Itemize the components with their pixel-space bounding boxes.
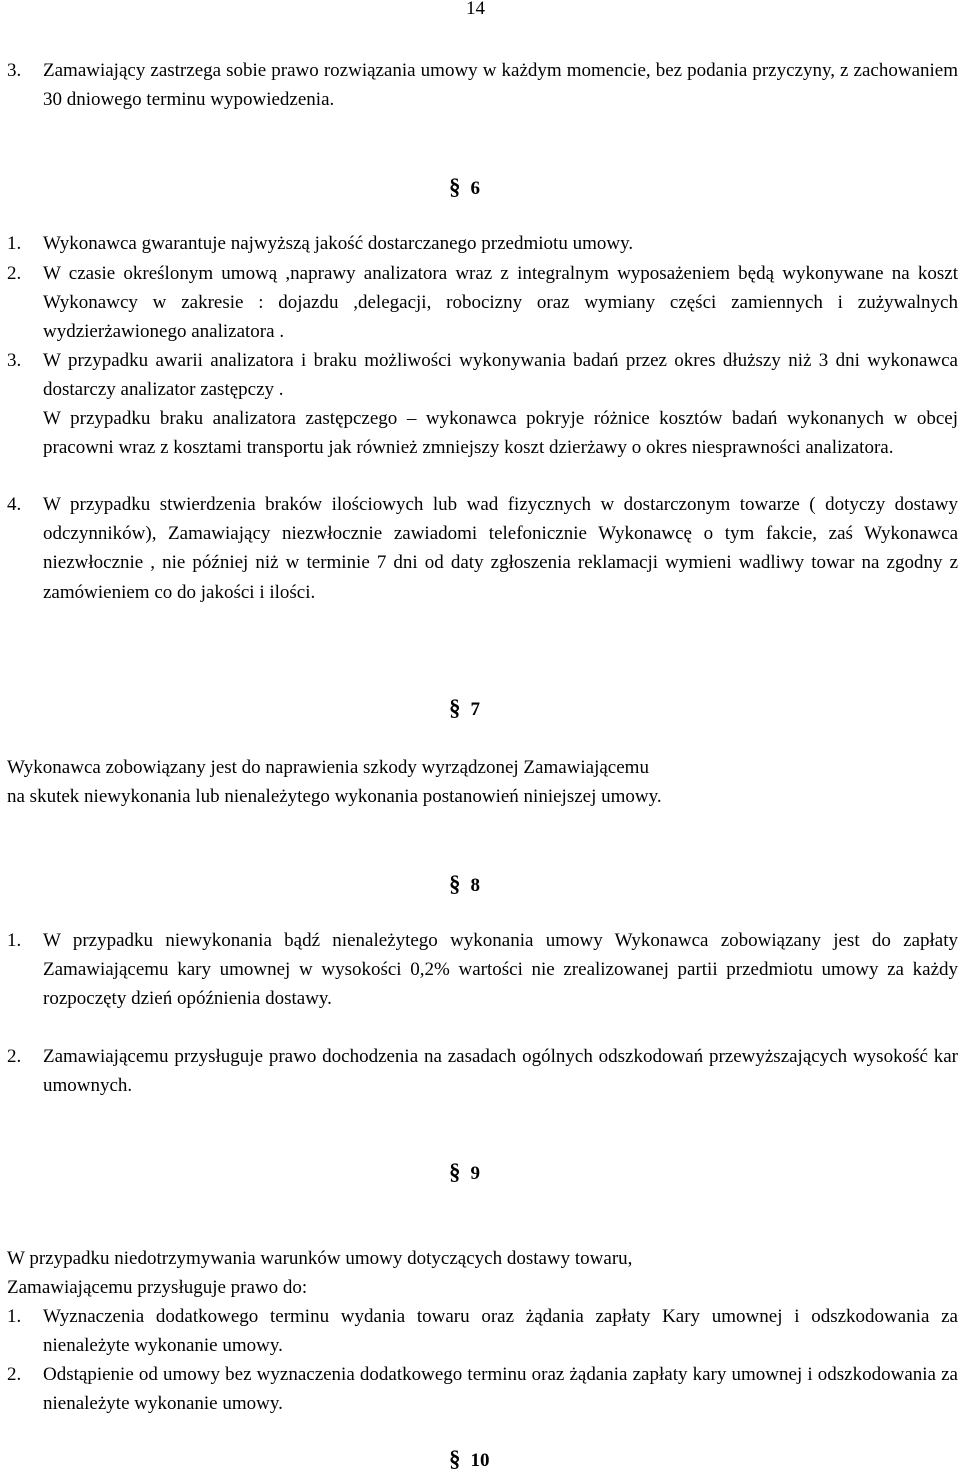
section-symbol: §: [449, 174, 461, 199]
list-item: [7, 1302, 958, 1360]
item-number: 1.: [7, 930, 22, 951]
list-item: [7, 346, 958, 404]
section-heading-8: [449, 871, 480, 897]
list-item: [7, 404, 958, 462]
item-text: Wyznaczenia dodatkowego terminu wydania towaru oraz żądania zapłaty Kary umownej i odszkodowania za nienależyte wykonanie umowy.: [43, 1306, 958, 1357]
item-number: 3.: [7, 350, 22, 371]
item-text: W przypadku braku analizatora zastępczego – wykonawca pokryje różnice kosztów badań wykonanych w obcej pracowni wraz z kosztami transportu jak również zmniejszy koszt dzierżawy o okres niesprawności analizatora.: [43, 408, 958, 459]
section-number: 6: [470, 178, 480, 199]
section-heading-9: [449, 1159, 480, 1185]
item-text: Odstąpienie od umowy bez wyznaczenia dodatkowego terminu oraz żądania zapłaty kary umownej i odszkodowania za nienależyte wykonanie umowy.: [43, 1364, 958, 1415]
paragraph-line: na skutek niewykonania lub nienależytego wykonania postanowień niniejszej umowy.: [7, 786, 662, 807]
section-symbol: §: [449, 871, 461, 896]
item-text: Zamawiającemu przysługuje prawo dochodzenia na zasadach ogólnych odszkodowań przewyższających wysokość kar umownych.: [43, 1046, 958, 1097]
section-heading-7: [449, 695, 480, 721]
list-item: [7, 259, 958, 347]
section-number: 9: [470, 1163, 480, 1184]
item-number: 2.: [7, 1364, 22, 1385]
item-number: 3.: [7, 60, 22, 81]
list-item: [7, 1042, 958, 1100]
item-text: W przypadku awarii analizatora i braku możliwości wykonywania badań przez okres dłuższy niż 3 dni wykonawca dostarczy analizator zastępczy .: [43, 350, 958, 401]
page-number: 14: [466, 0, 485, 19]
section-symbol: §: [449, 695, 461, 720]
item-number: 2.: [7, 263, 22, 284]
section-symbol: §: [449, 1446, 461, 1471]
item-number: 4.: [7, 494, 22, 515]
section-symbol: §: [449, 1159, 461, 1184]
list-item: [7, 926, 958, 1014]
item-number: 2.: [7, 1046, 22, 1067]
section-number: 7: [470, 699, 480, 720]
section-number: 8: [470, 875, 480, 896]
section-heading-6: [449, 174, 480, 200]
paragraph-line: W przypadku niedotrzymywania warunków umowy dotyczących dostawy towaru,: [7, 1248, 633, 1269]
paragraph-line: Zamawiającemu przysługuje prawo do:: [7, 1277, 308, 1298]
item-number: 1.: [7, 1306, 22, 1327]
list-item: [7, 1360, 958, 1418]
list-item: [7, 56, 958, 114]
paragraph-line: Wykonawca zobowiązany jest do naprawienia szkody wyrządzonej Zamawiającemu: [7, 757, 649, 778]
section-number: 10: [470, 1450, 490, 1471]
list-item: [7, 490, 958, 607]
item-text: W przypadku stwierdzenia braków ilościowych lub wad fizycznych w dostarczonym towarze ( dotyczy dostawy odczynników), Zamawiający niezwłocznie zawiadomi telefonicznie Wykonawcę o tym fakcie, zaś Wykonawca niezwłocznie , nie później niż w terminie 7 dni od daty zgłoszenia reklamacji wymieni wadliwy towar na zgodny z zamówieniem co do jakości i ilości.: [43, 494, 958, 603]
list-item: [7, 229, 958, 258]
item-text: W czasie określonym umową ,naprawy analizatora wraz z integralnym wyposażeniem będą wykonywane na koszt Wykonawcy w zakresie : dojazdu ,delegacji, robocizny oraz wymiany części zamiennych i zużywalnych wydzierżawionego analizatora .: [43, 263, 958, 343]
item-text: W przypadku niewykonania bądź nienależytego wykonania umowy Wykonawca zobowiązany jest do zapłaty Zamawiającemu kary umownej w wysokości 0,2% wartości nie zrealizowanej partii przedmiotu umowy za każdy rozpoczęty dzień opóźnienia dostawy.: [43, 930, 958, 1010]
section-heading-10: [449, 1446, 490, 1472]
item-number: 1.: [7, 233, 22, 254]
item-text: Wykonawca gwarantuje najwyższą jakość dostarczanego przedmiotu umowy.: [43, 233, 634, 254]
item-text: Zamawiający zastrzega sobie prawo rozwiązania umowy w każdym momencie, bez podania przyczyny, z zachowaniem 30 dniowego terminu wypowiedzenia.: [43, 60, 958, 111]
